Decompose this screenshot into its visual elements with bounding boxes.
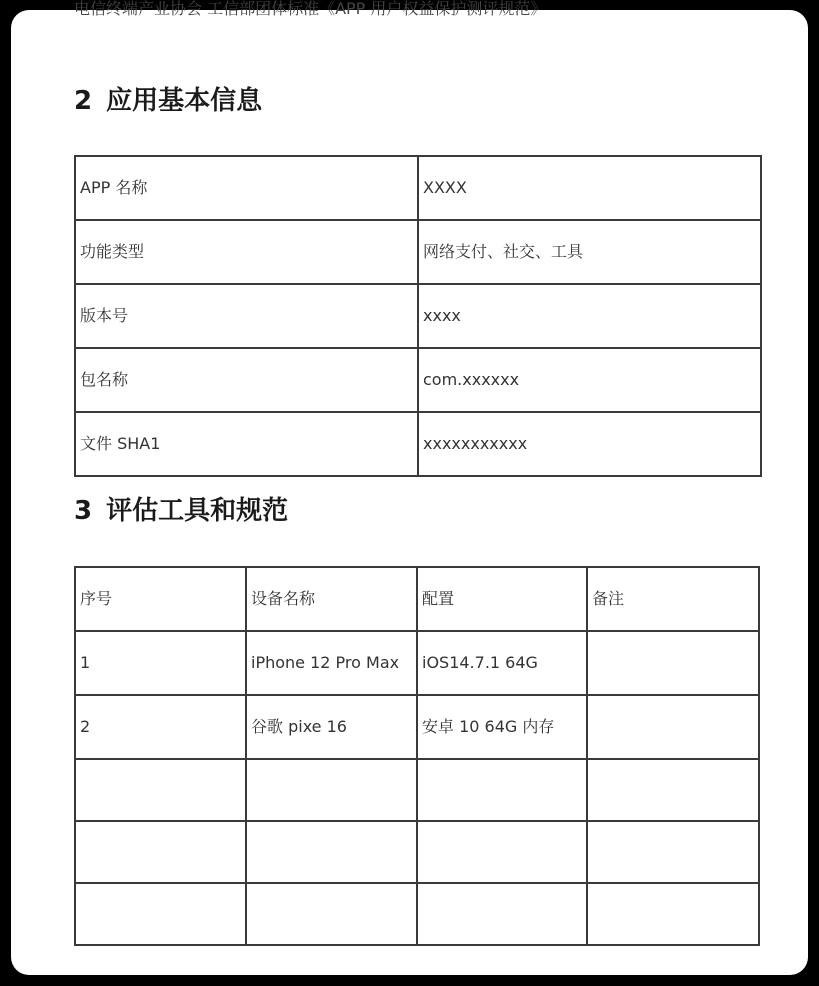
table-row <box>75 220 761 284</box>
section-title-app-info <box>74 84 262 118</box>
table-cell <box>587 883 759 945</box>
table-cell <box>75 821 246 883</box>
app-info-table <box>74 155 762 477</box>
section-number: 2 <box>74 86 93 116</box>
column-header-index: 序号 <box>75 567 246 631</box>
table-cell <box>587 759 759 821</box>
table-row <box>75 759 759 821</box>
table-row <box>75 156 761 220</box>
table-row <box>75 631 759 695</box>
table-row <box>75 821 759 883</box>
table-cell: iOS14.7.1 64G <box>417 631 587 695</box>
section-title-text: 应用基本信息 <box>106 86 263 116</box>
table-cell-value: 网络支付、社交、工具 <box>418 220 761 284</box>
column-header-config: 配置 <box>417 567 587 631</box>
table-cell <box>587 821 759 883</box>
section-title-tools <box>74 494 288 528</box>
table-cell <box>246 759 417 821</box>
table-cell <box>75 759 246 821</box>
table-cell-value: xxxx <box>418 284 761 348</box>
table-cell: 谷歌 pixe 16 <box>246 695 417 759</box>
table-cell: iPhone 12 Pro Max <box>246 631 417 695</box>
table-row <box>75 412 761 476</box>
table-cell: 1 <box>75 631 246 695</box>
cut-off-header-line: 电信终端产业协会 工信部团体标准《APP 用户权益保护测评规范》 <box>74 0 547 18</box>
table-cell-value: XXXX <box>418 156 761 220</box>
table-cell: 安卓 10 64G 内存 <box>417 695 587 759</box>
table-cell-label: APP 名称 <box>75 156 418 220</box>
table-cell-value: com.xxxxxx <box>418 348 761 412</box>
table-cell: 2 <box>75 695 246 759</box>
table-cell-label: 版本号 <box>75 284 418 348</box>
table-cell-value: xxxxxxxxxxx <box>418 412 761 476</box>
table-cell-label: 文件 SHA1 <box>75 412 418 476</box>
table-header-row <box>75 567 759 631</box>
table-cell <box>75 883 246 945</box>
table-cell <box>587 631 759 695</box>
section-title-text: 评估工具和规范 <box>106 496 289 526</box>
section-number: 3 <box>74 496 93 526</box>
table-cell <box>587 695 759 759</box>
table-cell <box>417 821 587 883</box>
column-header-device-name: 设备名称 <box>246 567 417 631</box>
table-cell-label: 功能类型 <box>75 220 418 284</box>
table-cell <box>246 883 417 945</box>
devices-table <box>74 566 760 946</box>
table-cell-label: 包名称 <box>75 348 418 412</box>
table-cell <box>417 759 587 821</box>
document-page <box>11 0 808 975</box>
table-row <box>75 695 759 759</box>
table-row <box>75 883 759 945</box>
column-header-notes: 备注 <box>587 567 759 631</box>
table-row <box>75 284 761 348</box>
table-row <box>75 348 761 412</box>
table-cell <box>417 883 587 945</box>
table-cell <box>246 821 417 883</box>
